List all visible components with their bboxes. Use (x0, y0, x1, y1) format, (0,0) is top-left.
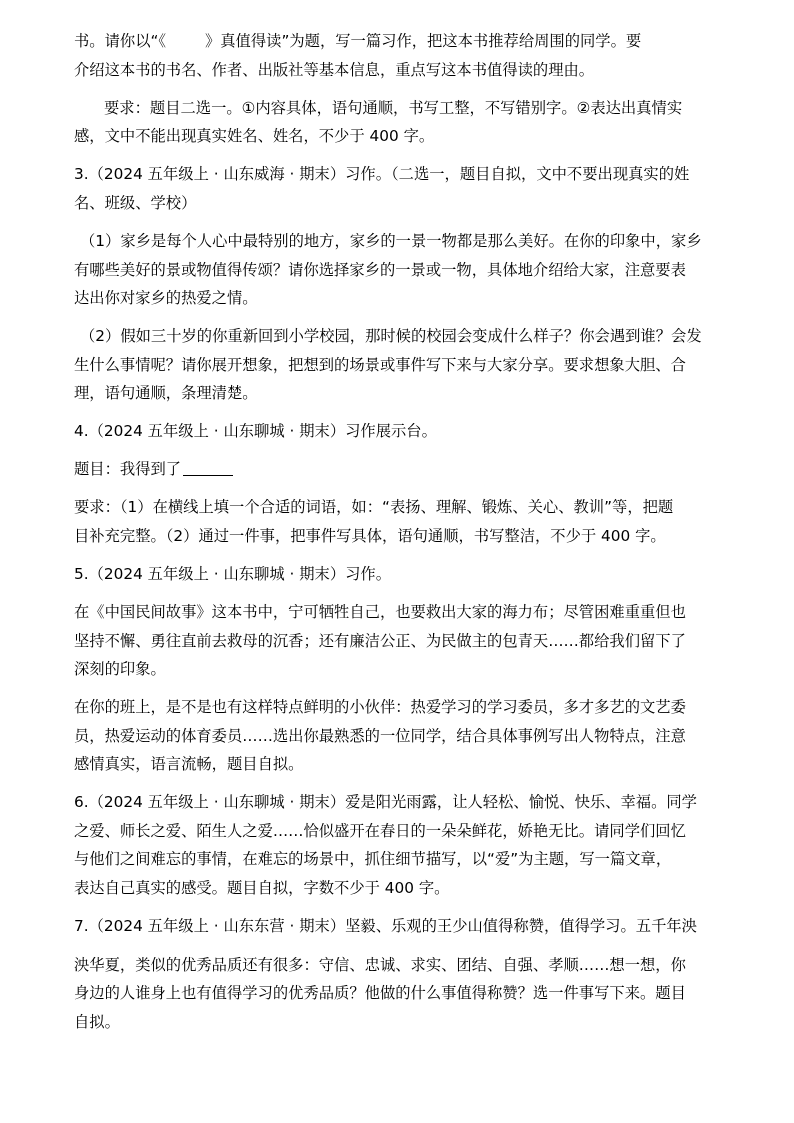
question-7-heading: 7.（2024 五年级上 · 山东东营 · 期末）坚毅、乐观的王少山值得称赞，值得学习。五千年泱 (74, 917, 697, 935)
text-line: 身边的人谁身上也有值得学习的优秀品质？他做的什么事值得称赞？选一件事写下来。题目 (74, 984, 686, 1002)
text-line: 之爱、师长之爱、陌生人之爱……恰似盛开在春日的一朵朵鲜花，娇艳无比。请同学们回忆 (74, 822, 686, 840)
text-line: 名、班级、学校） (74, 194, 197, 212)
text-line: 与他们之间难忘的事情，在难忘的场景中，抓住细节描写，以“爱”为主题，写一篇文章， (74, 850, 672, 868)
text-line: 理，语句通顺，条理清楚。 (74, 384, 258, 402)
text-line: 生什么事情呢？请你展开想象，把想到的场景或事件写下来与大家分享。要求想象大胆、合 (74, 356, 686, 374)
question-3-heading: 3.（2024 五年级上 · 山东威海 · 期末）习作。（二选一，题目自拟，文中不要出现真实的姓 (74, 165, 690, 183)
text-line: （2）假如三十岁的你重新回到小学校园，那时候的校园会变成什么样子？你会遇到谁？会发 (80, 327, 702, 345)
text-line: 感情真实，语言流畅，题目自拟。 (74, 755, 304, 773)
text-line: 坚持不懈、勇往直前去救母的沉香；还有廉洁公正、为民做主的包青天……都给我们留下了 (74, 632, 686, 650)
text-line: 表达自己真实的感受。题目自拟，字数不少于 400 字。 (74, 879, 450, 897)
question-6-heading: 6.（2024 五年级上 · 山东聊城 · 期末）爱是阳光雨露，让人轻松、愉悦、快乐、幸福。同学 (74, 793, 697, 811)
text-line: 要求：题目二选一。①内容具体，语句通顺，书写工整，不写错别字。②表达出真情实 (104, 99, 683, 117)
fill-in-blank (183, 459, 233, 476)
text-line: 在你的班上，是不是也有这样特点鲜明的小伙伴：热爱学习的学习委员，多才多艺的文艺委 (74, 698, 686, 716)
title-prompt: 题目：我得到了 (74, 460, 182, 478)
text-line: 目补充完整。（2）通过一件事，把事件写具体，语句通顺，书写整洁，不少于 400 字。 (74, 527, 666, 545)
question-5-heading: 5.（2024 五年级上 · 山东聊城 · 期末）习作。 (74, 565, 392, 583)
text-line: 书。请你以“《 》真值得读”为题，写一篇习作，把这本书推荐给周围的同学。要 (74, 32, 642, 50)
title-line (74, 458, 724, 480)
question-4-heading: 4.（2024 五年级上 · 山东聊城 · 期末）习作展示台。 (74, 422, 437, 440)
text-line: 员，热爱运动的体育委员……选出你最熟悉的一位同学，结合具体事例写出人物特点，注意 (74, 727, 686, 745)
text-line: 达出你对家乡的热爱之情。 (74, 289, 258, 307)
text-line: 自拟。 (74, 1013, 120, 1031)
text-line: 介绍这本书的书名、作者、出版社等基本信息，重点写这本书值得读的理由。 (74, 61, 595, 79)
text-line: 在《中国民间故事》这本书中，宁可牺牲自己，也要救出大家的海力布；尽管困难重重但也 (74, 603, 686, 621)
text-line: 要求：（1）在横线上填一个合适的词语，如：“表扬、理解、锻炼、关心、教训”等，把题 (74, 498, 674, 516)
text-line: 深刻的印象。 (74, 660, 166, 678)
text-line: 有哪些美好的景或物值得传颂？请你选择家乡的一景或一物，具体地介绍给大家，注意要表 (74, 261, 686, 279)
text-line: 泱华夏，类似的优秀品质还有很多：守信、忠诚、求实、团结、自强、孝顺……想一想，你 (74, 956, 686, 974)
text-line: 感，文中不能出现真实姓名、姓名，不少于 400 字。 (74, 127, 435, 145)
text-line: （1）家乡是每个人心中最特别的地方，家乡的一景一物都是那么美好。在你的印象中，家乡 (80, 232, 702, 250)
